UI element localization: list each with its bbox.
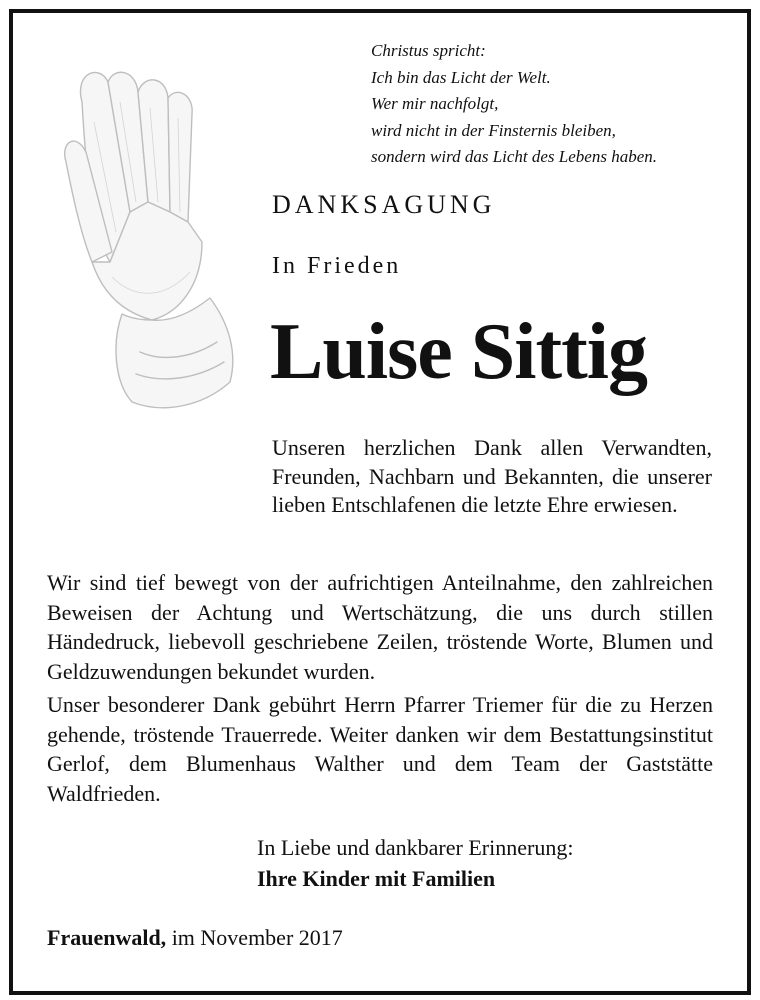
quote-line: Wer mir nachfolgt, bbox=[371, 94, 499, 113]
quote-line: sondern wird das Licht des Lebens haben. bbox=[371, 147, 658, 166]
praying-hands-icon bbox=[52, 62, 242, 414]
closing-line: In Liebe und dankbarer Erinnerung: bbox=[257, 835, 574, 860]
deceased-name: Luise Sittig bbox=[270, 308, 647, 396]
bible-quote bbox=[371, 38, 657, 171]
place-date bbox=[47, 925, 343, 951]
notice-subtitle: In Frieden bbox=[272, 253, 402, 279]
thanks-paragraph-2: Unser besonderer Dank gebührt Herrn Pfarrer Triemer für die zu Herzen gehende, tröstende Trauerrede. Weiter danken wir dem Bestattungsinstitut Gerlof, dem Blumenhaus Walther und dem Team der Gaststätte Waldfrieden. bbox=[47, 692, 713, 806]
signature: Ihre Kinder mit Familien bbox=[257, 866, 496, 891]
date: im November 2017 bbox=[171, 925, 343, 950]
quote-line: Ich bin das Licht der Welt. bbox=[371, 67, 551, 87]
quote-line: Christus spricht: bbox=[371, 41, 486, 60]
intro-paragraph: Unseren herzlichen Dank allen Verwandten, Freunden, Nachbarn und Bekannten, die unserer lieben Entschlafenen die letzte Ehre erwiesen. bbox=[272, 435, 712, 517]
closing-block bbox=[257, 832, 573, 894]
notice-title: DANKSAGUNG bbox=[272, 190, 496, 219]
thanks-paragraph-1: Wir sind tief bewegt von der aufrichtigen Anteilnahme, den zahlreichen Beweisen der Achtung und Wertschätzung, die uns durch stillen Händedruck, liebevoll geschriebene Zeilen, tröstende Worte, Blumen und Geldzuwendungen bekundet wurden. bbox=[47, 570, 713, 684]
quote-line: wird nicht in der Finsternis bleiben, bbox=[371, 120, 616, 140]
place: Frauenwald, bbox=[47, 925, 167, 950]
